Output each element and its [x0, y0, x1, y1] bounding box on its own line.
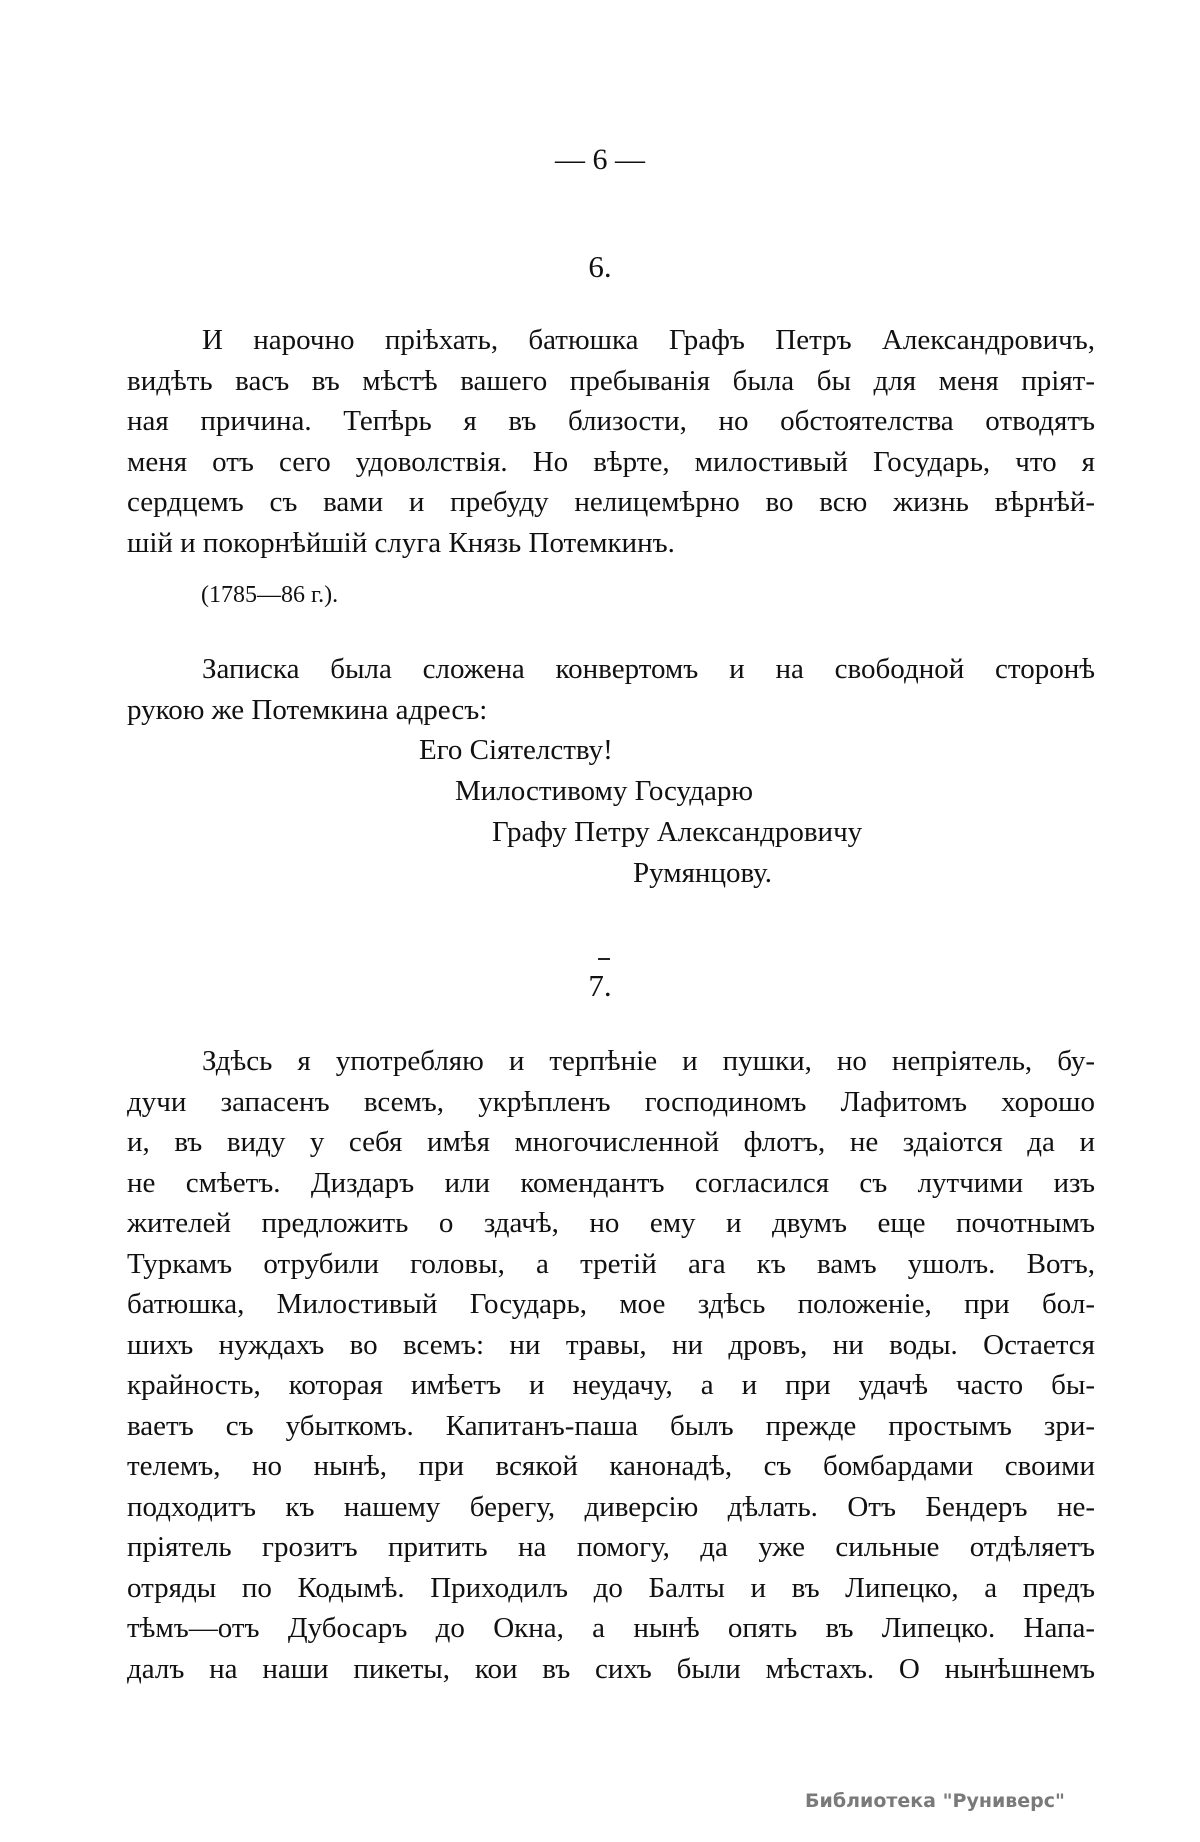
text-line: И нарочно пріѣхать, батюшка Графъ Петръ Александровичъ,: [202, 324, 1095, 356]
print-mark: [598, 958, 610, 960]
address-line: Его Сіятелству!: [419, 734, 613, 766]
note-body: [127, 649, 1095, 730]
text-line: сердцемъ съ вами и пребуду нелицемѣрно во всю жизнь вѣрнѣй-: [127, 486, 1095, 518]
text-line: далъ на наши пикеты, кои въ сихъ были мѣстахъ. О нынѣшнемъ: [127, 1652, 1095, 1685]
text-line: ваетъ съ убыткомъ. Капитанъ-паша былъ прежде простымъ зри-: [127, 1409, 1095, 1442]
letter-6-date: (1785—86 г.).: [201, 582, 339, 608]
library-watermark: Библиотека "Руниверс": [805, 1790, 1065, 1812]
text-line: Записка была сложена конвертомъ и на свободной сторонѣ: [202, 653, 1095, 685]
address-line: Милостивому Государю: [455, 775, 754, 807]
letter-7-number: 7.: [588, 968, 612, 1003]
text-line: пріятель грозитъ притить на помогу, да уже сильные отдѣляетъ: [127, 1531, 1095, 1563]
text-line: шій и покорнѣйшій слуга Князь Потемкинъ.: [127, 526, 675, 559]
text-line: крайность, которая имѣетъ и неудачу, а и при удачѣ часто бы-: [127, 1369, 1095, 1401]
text-line: дучи запасенъ всемъ, укрѣпленъ господиномъ Лафитомъ хорошо: [127, 1085, 1095, 1118]
text-line: и, въ виду у себя имѣя многочисленной флотъ, не здаіотся да и: [127, 1126, 1095, 1158]
text-line: Здѣсь я употребляю и терпѣніе и пушки, но непріятель, бу-: [202, 1045, 1095, 1077]
text-line: жителей предложить о здачѣ, но ему и двумъ еще почотнымъ: [127, 1207, 1095, 1239]
letter-6-number: 6.: [588, 249, 612, 284]
text-line: телемъ, но нынѣ, при всякой канонадѣ, съ бомбардами своими: [127, 1450, 1095, 1482]
address-line: Румянцову.: [633, 857, 773, 889]
text-line: тѣмъ—отъ Дубосаръ до Окна, а нынѣ опять въ Липецко. Напа-: [127, 1612, 1095, 1644]
text-line: меня отъ сего удоволствія. Но вѣрте, милостивый Государь, что я: [127, 445, 1095, 478]
address-line: Графу Петру Александровичу: [492, 816, 863, 848]
text-line: шихъ нуждахъ во всемъ: ни травы, ни дровъ, ни воды. Остается: [127, 1328, 1095, 1361]
text-line: отряды по Кодымѣ. Приходилъ до Балты и въ Липецко, а предъ: [127, 1571, 1095, 1604]
text-line: подходитъ къ нашему берегу, диверсію дѣлать. Отъ Бендеръ не-: [127, 1490, 1095, 1523]
text-line: не смѣетъ. Диздаръ или комендантъ согласился съ лутчими изъ: [127, 1166, 1095, 1199]
text-line: видѣть васъ въ мѣстѣ вашего пребыванія была бы для меня пріят-: [127, 364, 1095, 397]
text-line: Туркамъ отрубили головы, а третій ага къ вамъ ушолъ. Вотъ,: [127, 1247, 1095, 1280]
letter-7-body: [127, 1041, 1095, 1689]
letter-6-body: [127, 320, 1095, 563]
text-line: батюшка, Милостивый Государь, мое здѣсь положеніе, при бол-: [127, 1288, 1095, 1320]
page-number: — 6 —: [555, 143, 645, 176]
text-line: рукою же Потемкина адресъ:: [127, 693, 488, 726]
text-line: ная причина. Тепѣрь я въ близости, но обстоятелства отводятъ: [127, 405, 1095, 437]
